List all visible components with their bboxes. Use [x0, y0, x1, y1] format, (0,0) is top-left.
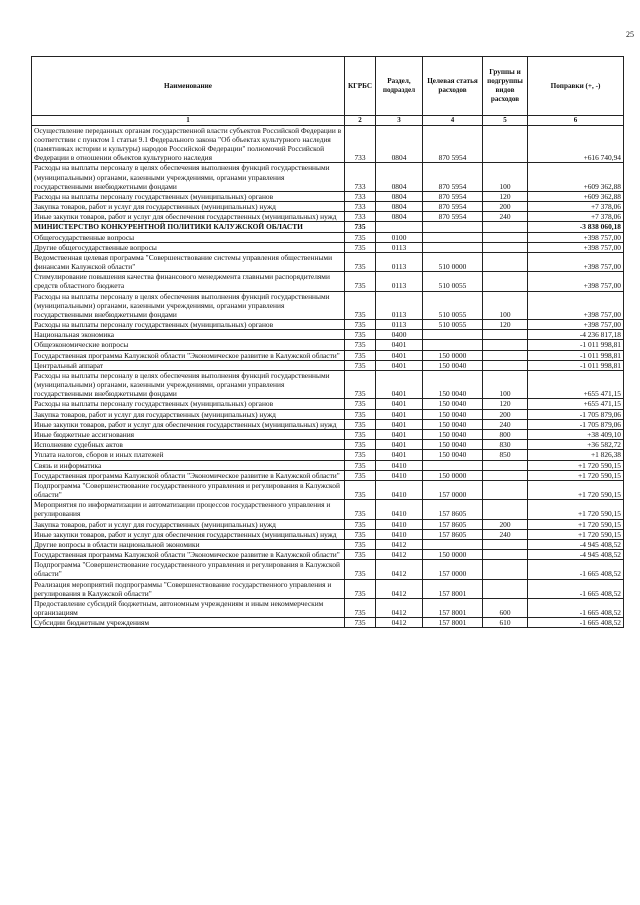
row-kgrbs: 733 — [345, 212, 376, 222]
table-row — [32, 202, 624, 212]
row-expense-group — [483, 360, 528, 370]
row-razdel: 0804 — [376, 163, 423, 192]
row-amendment: +1 720 590,15 — [528, 470, 624, 480]
row-kgrbs: 735 — [345, 460, 376, 470]
row-amendment: +1 720 590,15 — [528, 529, 624, 539]
row-target-article: 150 0000 — [423, 550, 483, 560]
header-name: Наименование — [32, 57, 345, 116]
row-razdel: 0401 — [376, 430, 423, 440]
row-expense-group — [483, 579, 528, 598]
table-row — [32, 212, 624, 222]
row-kgrbs: 735 — [345, 618, 376, 628]
row-kgrbs: 733 — [345, 191, 376, 201]
row-amendment: +1 720 590,15 — [528, 519, 624, 529]
row-razdel: 0412 — [376, 560, 423, 579]
row-target-article: 157 8001 — [423, 598, 483, 617]
row-name: Государственная программа Калужской области "Экономическое развитие в Калужской области" — [32, 470, 345, 480]
row-expense-group: 100 — [483, 291, 528, 320]
row-razdel: 0410 — [376, 519, 423, 529]
row-razdel: 0100 — [376, 232, 423, 242]
row-kgrbs: 735 — [345, 430, 376, 440]
row-name: Закупка товаров, работ и услуг для государственных (муниципальных) нужд — [32, 409, 345, 419]
table-row — [32, 579, 624, 598]
row-target-article: 157 8001 — [423, 579, 483, 598]
row-amendment: +398 757,00 — [528, 320, 624, 330]
row-kgrbs: 735 — [345, 272, 376, 291]
table-row — [32, 242, 624, 252]
table-row — [32, 519, 624, 529]
table-row — [32, 350, 624, 360]
row-kgrbs: 735 — [345, 350, 376, 360]
row-kgrbs: 735 — [345, 360, 376, 370]
row-name: Предоставление субсидий бюджетным, автономным учреждениям и иным некоммерческим организациям — [32, 598, 345, 617]
row-name: Государственная программа Калужской области "Экономическое развитие в Калужской области" — [32, 350, 345, 360]
table-row — [32, 500, 624, 519]
row-kgrbs: 735 — [345, 539, 376, 549]
row-name: Иные закупки товаров, работ и услуг для обеспечения государственных (муниципальных) нужд — [32, 419, 345, 429]
row-name: Закупка товаров, работ и услуг для государственных (муниципальных) нужд — [32, 202, 345, 212]
row-expense-group — [483, 500, 528, 519]
row-amendment: -1 011 998,81 — [528, 360, 624, 370]
row-name: Расходы на выплаты персоналу в целях обеспечения выполнения функций государственными (муниципальными) органами, казенными учреждениями, органами управления государственными внебюджетными фондами — [32, 370, 345, 399]
row-amendment: -4 945 408,52 — [528, 539, 624, 549]
row-kgrbs: 735 — [345, 579, 376, 598]
row-amendment: +398 757,00 — [528, 252, 624, 271]
row-name: Другие общегосударственные вопросы — [32, 242, 345, 252]
row-expense-group: 600 — [483, 598, 528, 617]
row-kgrbs: 735 — [345, 222, 376, 232]
row-razdel: 0401 — [376, 450, 423, 460]
row-name: Общегосударственные вопросы — [32, 232, 345, 242]
row-expense-group: 120 — [483, 399, 528, 409]
row-name: Расходы на выплаты персоналу в целях обеспечения выполнения функций государственными (муниципальными) органами, казенными учреждениями, органами управления государственными внебюджетными фондами — [32, 291, 345, 320]
row-name: Иные закупки товаров, работ и услуг для обеспечения государственных (муниципальных) нужд — [32, 529, 345, 539]
row-kgrbs: 735 — [345, 242, 376, 252]
table-row — [32, 399, 624, 409]
row-kgrbs: 735 — [345, 320, 376, 330]
row-kgrbs: 735 — [345, 560, 376, 579]
row-kgrbs: 735 — [345, 399, 376, 409]
row-name: Субсидии бюджетным учреждениям — [32, 618, 345, 628]
row-razdel: 0412 — [376, 618, 423, 628]
row-expense-group: 610 — [483, 618, 528, 628]
row-name: Стимулирование повышения качества финансового менеджмента главными распорядителями средств областного бюджета — [32, 272, 345, 291]
row-expense-group — [483, 340, 528, 350]
row-name: Расходы на выплаты персоналу государственных (муниципальных) органов — [32, 320, 345, 330]
row-target-article: 150 0040 — [423, 419, 483, 429]
header-kgrbs: КГРБС — [345, 57, 376, 116]
row-kgrbs: 735 — [345, 519, 376, 529]
table-row — [32, 320, 624, 330]
row-target-article: 157 0000 — [423, 560, 483, 579]
row-razdel: 0412 — [376, 579, 423, 598]
table-row — [32, 252, 624, 271]
row-name: Уплата налогов, сборов и иных платежей — [32, 450, 345, 460]
row-name: Национальная экономика — [32, 330, 345, 340]
header-razdel: Раздел, подраздел — [376, 57, 423, 116]
row-name: Подпрограмма "Совершенствование государственного управления и регулирования в Калужской области" — [32, 480, 345, 499]
row-name: Расходы на выплаты персоналу государственных (муниципальных) органов — [32, 191, 345, 201]
budget-amendments-table — [31, 56, 624, 628]
row-expense-group — [483, 272, 528, 291]
row-razdel: 0401 — [376, 409, 423, 419]
row-expense-group: 120 — [483, 191, 528, 201]
row-target-article: 510 0000 — [423, 252, 483, 271]
row-amendment: -1 665 408,52 — [528, 560, 624, 579]
row-expense-group — [483, 460, 528, 470]
page-number: 25 — [626, 30, 634, 39]
column-number: 5 — [483, 116, 528, 126]
row-kgrbs: 735 — [345, 409, 376, 419]
row-name: Связь и информатика — [32, 460, 345, 470]
row-target-article: 157 8605 — [423, 529, 483, 539]
row-kgrbs: 735 — [345, 330, 376, 340]
row-target-article: 150 0040 — [423, 360, 483, 370]
table-row — [32, 222, 624, 232]
header-row — [32, 57, 624, 116]
row-expense-group — [483, 550, 528, 560]
row-kgrbs: 735 — [345, 370, 376, 399]
row-amendment: +36 582,72 — [528, 440, 624, 450]
row-target-article: 870 5954 — [423, 202, 483, 212]
row-target-article — [423, 232, 483, 242]
row-name: Расходы на выплаты персоналу государственных (муниципальных) органов — [32, 399, 345, 409]
row-expense-group: 830 — [483, 440, 528, 450]
table-row — [32, 480, 624, 499]
row-amendment: -4 945 408,52 — [528, 550, 624, 560]
row-kgrbs: 735 — [345, 470, 376, 480]
row-razdel: 0113 — [376, 242, 423, 252]
row-expense-group — [483, 480, 528, 499]
row-kgrbs: 735 — [345, 340, 376, 350]
row-expense-group: 240 — [483, 529, 528, 539]
row-razdel: 0410 — [376, 500, 423, 519]
row-target-article: 510 0055 — [423, 272, 483, 291]
row-razdel: 0410 — [376, 460, 423, 470]
row-target-article: 150 0040 — [423, 409, 483, 419]
column-number-row — [32, 116, 624, 126]
row-name: Иные закупки товаров, работ и услуг для обеспечения государственных (муниципальных) нужд — [32, 212, 345, 222]
row-expense-group — [483, 222, 528, 232]
row-name: Государственная программа Калужской области "Экономическое развитие в Калужской области" — [32, 550, 345, 560]
row-expense-group — [483, 242, 528, 252]
row-expense-group: 800 — [483, 430, 528, 440]
row-target-article — [423, 222, 483, 232]
header-expense-group: Группы и подгруппы видов расходов — [483, 57, 528, 116]
row-expense-group — [483, 350, 528, 360]
row-name: Исполнение судебных актов — [32, 440, 345, 450]
table-row — [32, 360, 624, 370]
header-amendments: Поправки (+, -) — [528, 57, 624, 116]
row-target-article: 150 0040 — [423, 370, 483, 399]
table-row — [32, 232, 624, 242]
row-amendment: -3 838 060,18 — [528, 222, 624, 232]
row-razdel — [376, 222, 423, 232]
table-row — [32, 409, 624, 419]
header-target-article: Целевая статья расходов — [423, 57, 483, 116]
table-row — [32, 340, 624, 350]
table-row — [32, 291, 624, 320]
column-number: 1 — [32, 116, 345, 126]
row-expense-group: 200 — [483, 202, 528, 212]
row-razdel: 0410 — [376, 470, 423, 480]
row-expense-group: 100 — [483, 370, 528, 399]
row-target-article: 157 8605 — [423, 519, 483, 529]
table-row — [32, 430, 624, 440]
row-amendment: +398 757,00 — [528, 291, 624, 320]
row-amendment: -1 665 408,52 — [528, 598, 624, 617]
row-target-article: 150 0000 — [423, 350, 483, 360]
row-razdel: 0410 — [376, 480, 423, 499]
row-amendment: +1 720 590,15 — [528, 460, 624, 470]
row-amendment: +655 471,15 — [528, 370, 624, 399]
table-row — [32, 191, 624, 201]
row-amendment: +609 362,88 — [528, 191, 624, 201]
row-amendment: +398 757,00 — [528, 242, 624, 252]
row-amendment: -1 705 879,06 — [528, 419, 624, 429]
table-row — [32, 598, 624, 617]
row-razdel: 0412 — [376, 550, 423, 560]
row-expense-group — [483, 252, 528, 271]
column-number: 3 — [376, 116, 423, 126]
row-razdel: 0804 — [376, 212, 423, 222]
table-row — [32, 125, 624, 163]
row-kgrbs: 735 — [345, 550, 376, 560]
row-amendment: -1 665 408,52 — [528, 579, 624, 598]
table-row — [32, 370, 624, 399]
table-row — [32, 470, 624, 480]
row-name: МИНИСТЕРСТВО КОНКУРЕНТНОЙ ПОЛИТИКИ КАЛУЖСКОЙ ОБЛАСТИ — [32, 222, 345, 232]
row-expense-group: 200 — [483, 519, 528, 529]
row-expense-group — [483, 125, 528, 163]
row-amendment: +655 471,15 — [528, 399, 624, 409]
row-amendment: -1 705 879,06 — [528, 409, 624, 419]
row-expense-group — [483, 470, 528, 480]
row-kgrbs: 735 — [345, 440, 376, 450]
row-kgrbs: 733 — [345, 202, 376, 212]
row-target-article: 870 5954 — [423, 212, 483, 222]
row-amendment: +398 757,00 — [528, 232, 624, 242]
table-row — [32, 550, 624, 560]
row-expense-group: 200 — [483, 409, 528, 419]
row-kgrbs: 735 — [345, 252, 376, 271]
row-kgrbs: 733 — [345, 163, 376, 192]
row-kgrbs: 735 — [345, 419, 376, 429]
row-name: Иные бюджетные ассигнования — [32, 430, 345, 440]
row-target-article: 157 8605 — [423, 500, 483, 519]
row-expense-group: 240 — [483, 419, 528, 429]
row-amendment: -1 011 998,81 — [528, 340, 624, 350]
row-name: Подпрограмма "Совершенствование государственного управления и регулирования в Калужской области" — [32, 560, 345, 579]
row-expense-group: 100 — [483, 163, 528, 192]
row-name: Реализация мероприятий подпрограммы "Совершенствование государственного управления и регулирования в Калужской области" — [32, 579, 345, 598]
row-razdel: 0400 — [376, 330, 423, 340]
table-row — [32, 419, 624, 429]
table-row — [32, 618, 624, 628]
row-target-article: 510 0055 — [423, 320, 483, 330]
row-razdel: 0401 — [376, 440, 423, 450]
row-kgrbs: 735 — [345, 291, 376, 320]
row-name: Общеэкономические вопросы — [32, 340, 345, 350]
row-amendment: -4 236 817,18 — [528, 330, 624, 340]
row-razdel: 0412 — [376, 598, 423, 617]
table-row — [32, 529, 624, 539]
row-razdel: 0113 — [376, 291, 423, 320]
column-number: 6 — [528, 116, 624, 126]
row-razdel: 0113 — [376, 272, 423, 291]
row-amendment: +38 409,10 — [528, 430, 624, 440]
row-razdel: 0401 — [376, 419, 423, 429]
row-razdel: 0401 — [376, 350, 423, 360]
row-target-article: 150 0000 — [423, 470, 483, 480]
row-razdel: 0401 — [376, 340, 423, 350]
row-target-article: 150 0040 — [423, 450, 483, 460]
table-row — [32, 539, 624, 549]
row-razdel: 0804 — [376, 125, 423, 163]
row-expense-group: 120 — [483, 320, 528, 330]
column-number: 2 — [345, 116, 376, 126]
row-amendment: +1 720 590,15 — [528, 500, 624, 519]
row-razdel: 0410 — [376, 529, 423, 539]
row-kgrbs: 733 — [345, 125, 376, 163]
table-row — [32, 163, 624, 192]
row-name: Расходы на выплаты персоналу в целях обеспечения выполнения функций государственными (муниципальными) органами, казенными учреждениями, органами управления государственными внебюджетными фондами — [32, 163, 345, 192]
row-name: Осуществление переданных органам государственной власти субъектов Российской Федерации в соответствии с пунктом 1 статьи 9.1 Федерального закона "Об объектах культурного наследия (памятниках истории и культуры) народов Российской Федерации" полномочий Российской Федерации в отношении объектов культурного наследия — [32, 125, 345, 163]
row-name: Закупка товаров, работ и услуг для государственных (муниципальных) нужд — [32, 519, 345, 529]
row-kgrbs: 735 — [345, 450, 376, 460]
row-expense-group: 850 — [483, 450, 528, 460]
row-name: Мероприятия по информатизации и автоматизации процессов государственного управления и регулирования — [32, 500, 345, 519]
row-kgrbs: 735 — [345, 529, 376, 539]
row-target-article: 157 0000 — [423, 480, 483, 499]
table-row — [32, 460, 624, 470]
row-amendment: -1 665 408,52 — [528, 618, 624, 628]
row-target-article: 870 5954 — [423, 191, 483, 201]
table-row — [32, 330, 624, 340]
row-name: Ведомственная целевая программа "Совершенствование системы управления общественными финансами Калужской области" — [32, 252, 345, 271]
column-number: 4 — [423, 116, 483, 126]
table-row — [32, 450, 624, 460]
row-expense-group — [483, 560, 528, 579]
row-target-article — [423, 330, 483, 340]
row-razdel: 0401 — [376, 370, 423, 399]
row-expense-group — [483, 539, 528, 549]
row-razdel: 0401 — [376, 399, 423, 409]
row-target-article — [423, 539, 483, 549]
table-row — [32, 560, 624, 579]
row-amendment: +609 362,88 — [528, 163, 624, 192]
row-name: Центральный аппарат — [32, 360, 345, 370]
row-amendment: +616 740,94 — [528, 125, 624, 163]
row-expense-group — [483, 330, 528, 340]
row-expense-group — [483, 232, 528, 242]
row-expense-group: 240 — [483, 212, 528, 222]
row-amendment: +7 378,06 — [528, 212, 624, 222]
row-target-article: 150 0040 — [423, 399, 483, 409]
row-target-article — [423, 242, 483, 252]
row-target-article: 870 5954 — [423, 163, 483, 192]
table-row — [32, 440, 624, 450]
row-razdel: 0412 — [376, 539, 423, 549]
row-target-article — [423, 460, 483, 470]
row-kgrbs: 735 — [345, 480, 376, 499]
row-razdel: 0804 — [376, 191, 423, 201]
row-kgrbs: 735 — [345, 232, 376, 242]
row-target-article: 150 0040 — [423, 430, 483, 440]
row-amendment: -1 011 998,81 — [528, 350, 624, 360]
row-razdel: 0804 — [376, 202, 423, 212]
row-target-article: 157 8001 — [423, 618, 483, 628]
row-target-article: 150 0040 — [423, 440, 483, 450]
row-kgrbs: 735 — [345, 598, 376, 617]
row-target-article: 510 0055 — [423, 291, 483, 320]
row-kgrbs: 735 — [345, 500, 376, 519]
row-target-article: 870 5954 — [423, 125, 483, 163]
row-amendment: +1 826,38 — [528, 450, 624, 460]
row-amendment: +7 378,06 — [528, 202, 624, 212]
table-row — [32, 272, 624, 291]
row-razdel: 0113 — [376, 252, 423, 271]
row-razdel: 0401 — [376, 360, 423, 370]
row-razdel: 0113 — [376, 320, 423, 330]
row-target-article — [423, 340, 483, 350]
row-amendment: +1 720 590,15 — [528, 480, 624, 499]
row-name: Другие вопросы в области национальной экономики — [32, 539, 345, 549]
row-amendment: +398 757,00 — [528, 272, 624, 291]
